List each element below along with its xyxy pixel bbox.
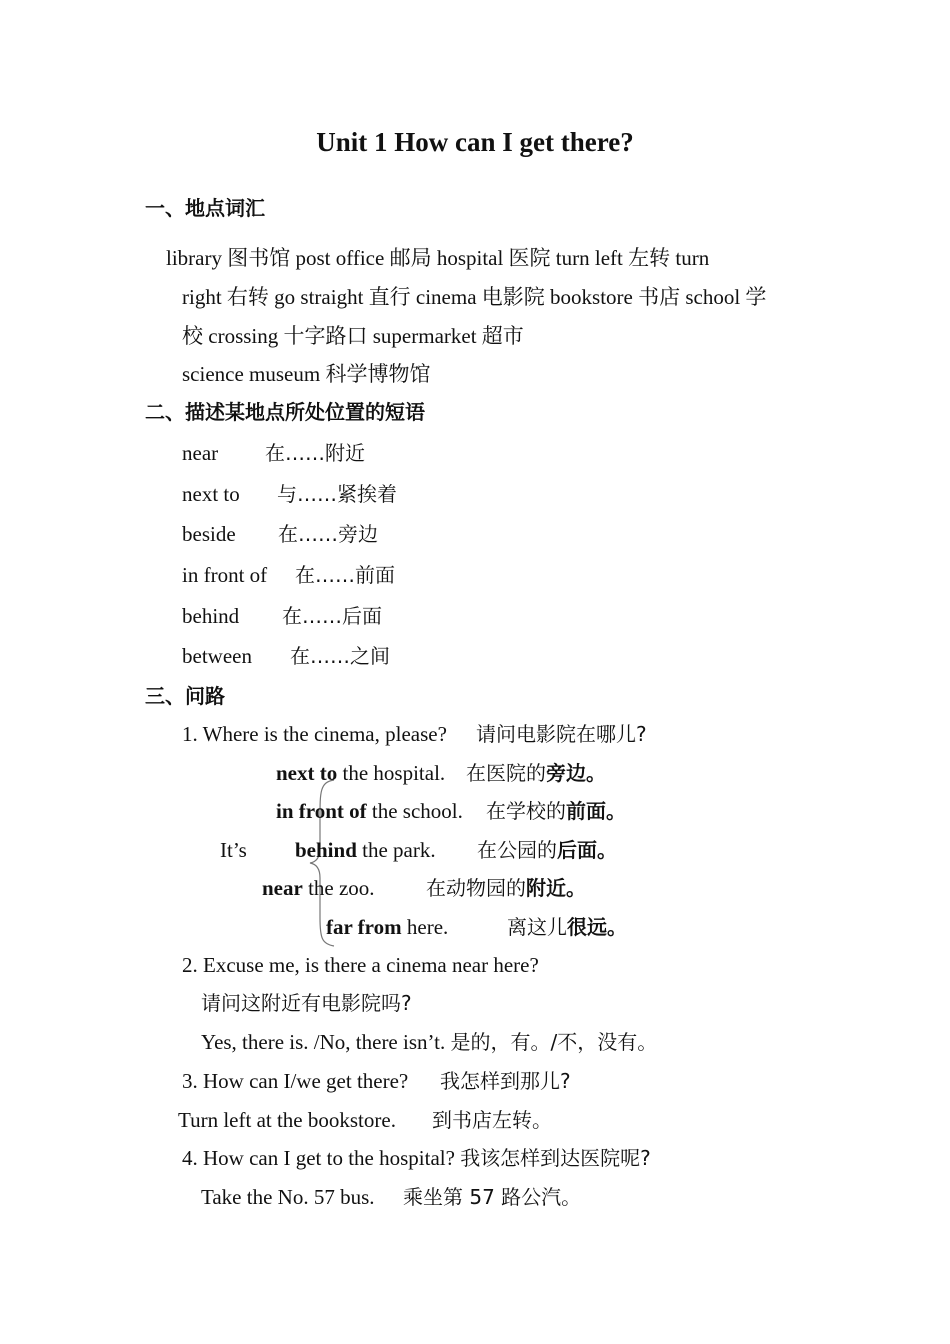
- answer-2-en: Yes, there is. /No, there isn’t.: [201, 1030, 446, 1054]
- question-1-en: 1. Where is the cinema, please?: [182, 722, 447, 746]
- answer-4-en: Take the No. 57 bus.: [201, 1185, 375, 1209]
- question-4-en: 4. How can I get to the hospital?: [182, 1146, 455, 1170]
- answer-2: [276, 798, 463, 824]
- section3-heading: 三、问路: [145, 684, 225, 708]
- phrase-cn: 与……紧挨着: [277, 482, 397, 506]
- answer-3-cn-text: 到书店左转。: [432, 1108, 552, 1132]
- phrase-cn: 在……后面: [282, 604, 382, 628]
- answer-1-phrase: next to: [276, 761, 338, 785]
- phrase-en: between: [182, 644, 252, 668]
- phrase-en: next to: [182, 482, 240, 506]
- answer-3: [295, 837, 436, 863]
- phrase-cn: 在……旁边: [278, 522, 378, 546]
- question-4-cn: 我该怎样到达医院呢?: [460, 1146, 651, 1170]
- answer-4-cn: 在动物园的: [426, 876, 526, 900]
- question-1-cn: 请问电影院在哪儿?: [476, 722, 647, 746]
- answer-2-phrase: in front of: [276, 799, 367, 823]
- vocab-line-1: library 图书馆 post office 邮局 hospital 医院 turn left 左转 turn: [166, 246, 710, 270]
- answer-1-rest: the hospital.: [337, 761, 446, 785]
- question-2-en: 2. Excuse me, is there a cinema near here?: [182, 953, 539, 977]
- phrase-cn: 在……前面: [295, 563, 395, 587]
- vocab-line-2: right 右转 go straight 直行 cinema 电影院 bookstore 书店 school 学: [182, 285, 767, 309]
- answer-3-en: Turn left at the bookstore.: [178, 1108, 396, 1132]
- answer-1-cn: 在医院的: [466, 761, 546, 785]
- answer-3-rest: the park.: [356, 838, 436, 862]
- vocab-line-4: science museum 科学博物馆: [182, 362, 431, 386]
- answer-4-phrase: near: [262, 876, 303, 900]
- answer-4-cn-bold: 附近。: [526, 876, 586, 900]
- answer-3-cn: 在公园的: [477, 838, 557, 862]
- answer-2-cn: 在学校的: [486, 799, 566, 823]
- answer-2-rest: the school.: [366, 799, 463, 823]
- phrase-en: in front of: [182, 563, 268, 587]
- answer-4: [262, 875, 375, 901]
- section1-heading: 一、地点词汇: [145, 196, 265, 220]
- question-3-en: 3. How can I/we get there?: [182, 1069, 409, 1093]
- phrase-cn: 在……附近: [265, 441, 365, 465]
- answer-5-cn: 离这儿: [507, 915, 567, 939]
- answer-5-rest: here.: [401, 915, 449, 939]
- answer-5-phrase: far from: [326, 915, 402, 939]
- answer-4-rest: the zoo.: [302, 876, 375, 900]
- answer-5: [326, 914, 448, 940]
- answer-3-phrase: behind: [295, 838, 357, 862]
- answer-1-cn-bold: 旁边。: [546, 761, 606, 785]
- phrase-en: near: [182, 441, 219, 465]
- vocab-line-3: 校 crossing 十字路口 supermarket 超市: [182, 324, 524, 348]
- phrase-en: beside: [182, 522, 236, 546]
- question-3-cn: 我怎样到那儿?: [440, 1069, 571, 1093]
- its-label: It’s: [220, 838, 247, 862]
- phrase-en: behind: [182, 604, 240, 628]
- answer-2-cn-text: 是的，有。/不，没有。: [450, 1030, 658, 1054]
- answer-1: [276, 760, 445, 786]
- page-title: Unit 1 How can I get there?: [316, 127, 634, 157]
- question-2-cn: 请问这附近有电影院吗?: [201, 991, 412, 1015]
- answer-4-cn-text: 乘坐第 57 路公汽。: [403, 1185, 582, 1209]
- phrase-cn: 在……之间: [290, 644, 390, 668]
- answer-5-cn-bold: 很远。: [567, 915, 627, 939]
- section2-heading: 二、描述某地点所处位置的短语: [145, 400, 425, 424]
- answer-2-cn-bold: 前面。: [566, 799, 626, 823]
- answer-3-cn-bold: 后面。: [557, 838, 617, 862]
